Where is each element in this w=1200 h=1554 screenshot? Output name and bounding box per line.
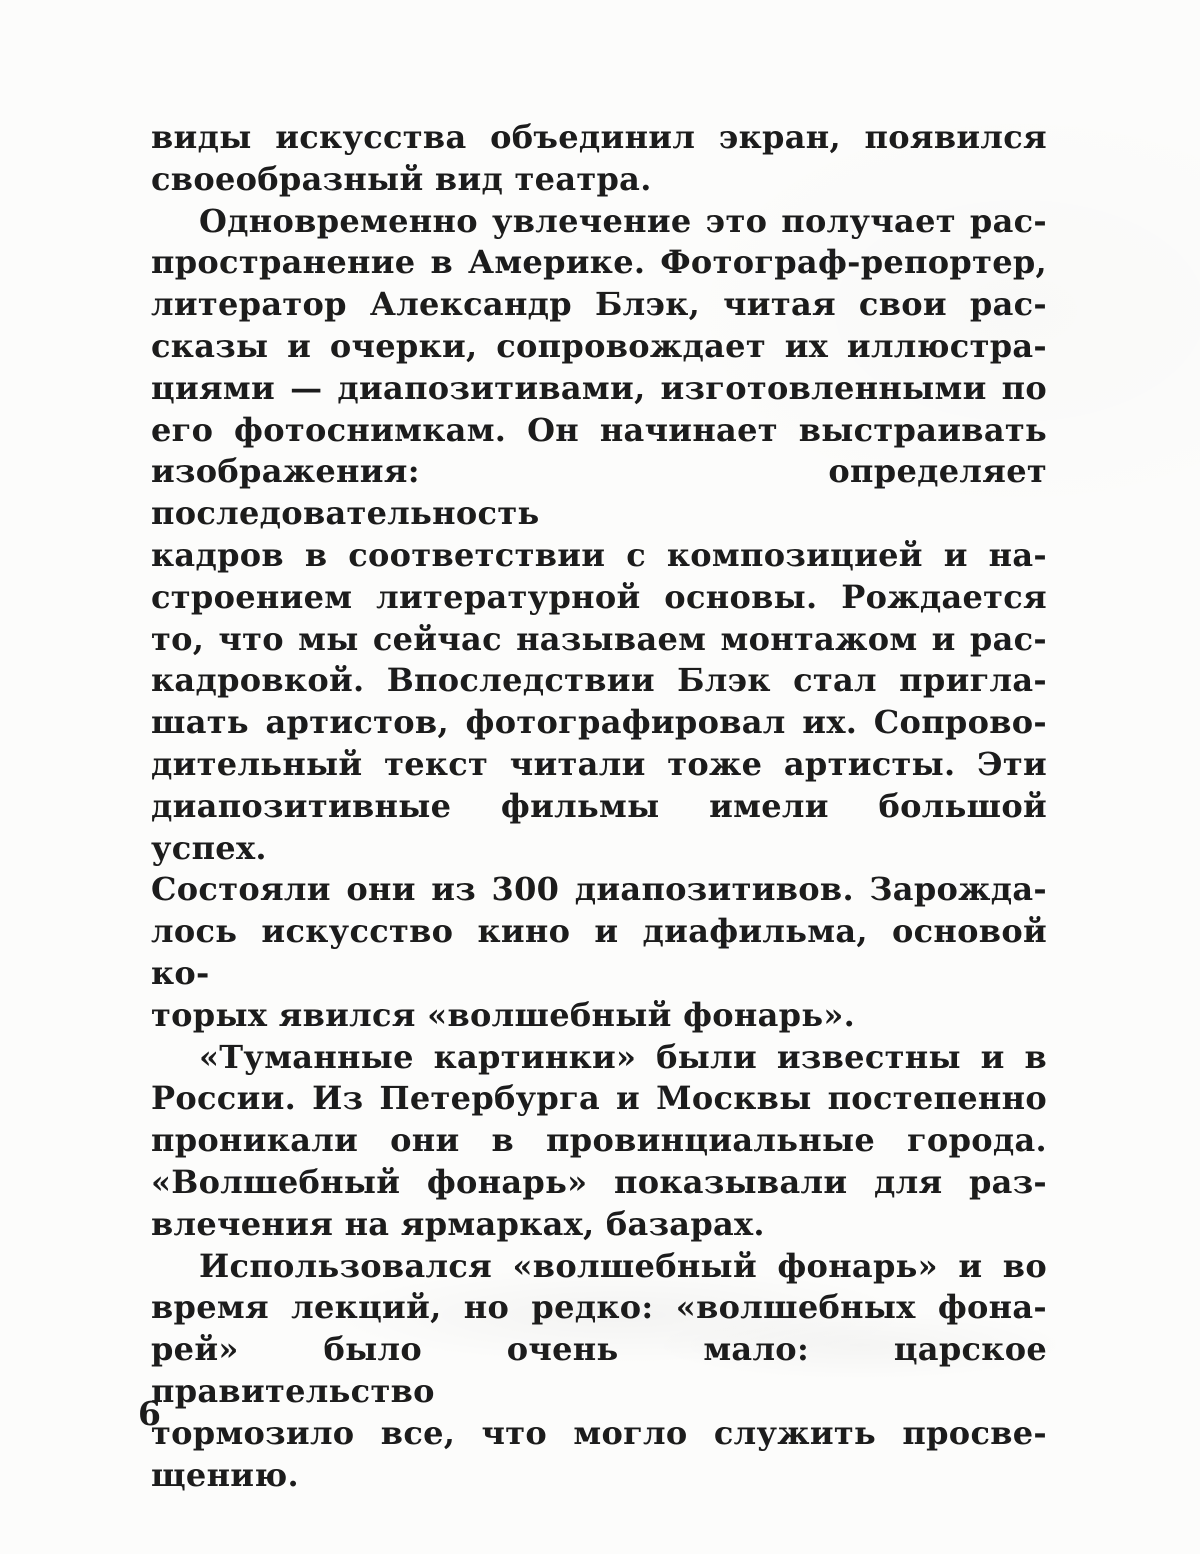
- text-line: кадровкой. Впоследствии Блэк стал пригла-: [151, 661, 1047, 700]
- text-line: дительный текст читали тоже артисты. Эти: [151, 744, 1047, 783]
- text-line: «Туманные картинки» были известны и в: [199, 1037, 1047, 1076]
- text-line: Одновременно увлечение это получает рас-: [199, 201, 1047, 240]
- text-line: его фотоснимкам. Он начинает выстраивать: [151, 410, 1047, 449]
- text-line: циями — диапозитивами, изготовленными по: [151, 368, 1047, 407]
- text-line: влечения на ярмарках, базарах.: [151, 1204, 765, 1243]
- text-line: своеобразный вид театра.: [151, 159, 652, 198]
- text-line: проникали они в провинциальные города.: [151, 1121, 1047, 1160]
- text-line: Состояли они из 300 диапозитивов. Зарожда-: [151, 870, 1047, 909]
- text-line: то, что мы сейчас называем монтажом и рас-: [151, 619, 1047, 658]
- page-number: 6: [138, 1394, 161, 1433]
- text-line: тормозило все, что могло служить просве-: [151, 1413, 1047, 1452]
- text-line: сказы и очерки, сопровождает их иллюстра-: [151, 326, 1047, 365]
- text-line: рей» было очень мало: царское правительство: [151, 1330, 1047, 1410]
- text-line: диапозитивные фильмы имели большой успех.: [151, 786, 1047, 867]
- text-line: строением литературной основы. Рождается: [151, 577, 1047, 616]
- text-line: кадров в соответствии с композицией и на-: [151, 535, 1047, 574]
- text-line: шать артистов, фотографировал их. Сопрово-: [151, 703, 1047, 742]
- text-line: Использовался «волшебный фонарь» и во: [199, 1246, 1047, 1285]
- text-line: лось искусство кино и диафильма, основой ко-: [151, 912, 1047, 992]
- text-line: торых явился «волшебный фонарь».: [151, 995, 856, 1034]
- text-line: щению.: [151, 1455, 299, 1494]
- text-line: пространение в Америке. Фотограф-репортер,: [151, 243, 1047, 282]
- text-line: России. Из Петербурга и Москвы постепенно: [151, 1079, 1047, 1118]
- text-line: литератор Александр Блэк, читая свои рас-: [151, 285, 1047, 324]
- text-line: изображения: определяет последовательность: [151, 452, 1047, 533]
- text-line: «Волшебный фонарь» показывали для раз-: [151, 1162, 1047, 1201]
- page-text: [151, 117, 1047, 1496]
- text-line: время лекций, но редко: «волшебных фона-: [151, 1288, 1047, 1327]
- text-line: виды искусства объединил экран, появился: [151, 118, 1047, 156]
